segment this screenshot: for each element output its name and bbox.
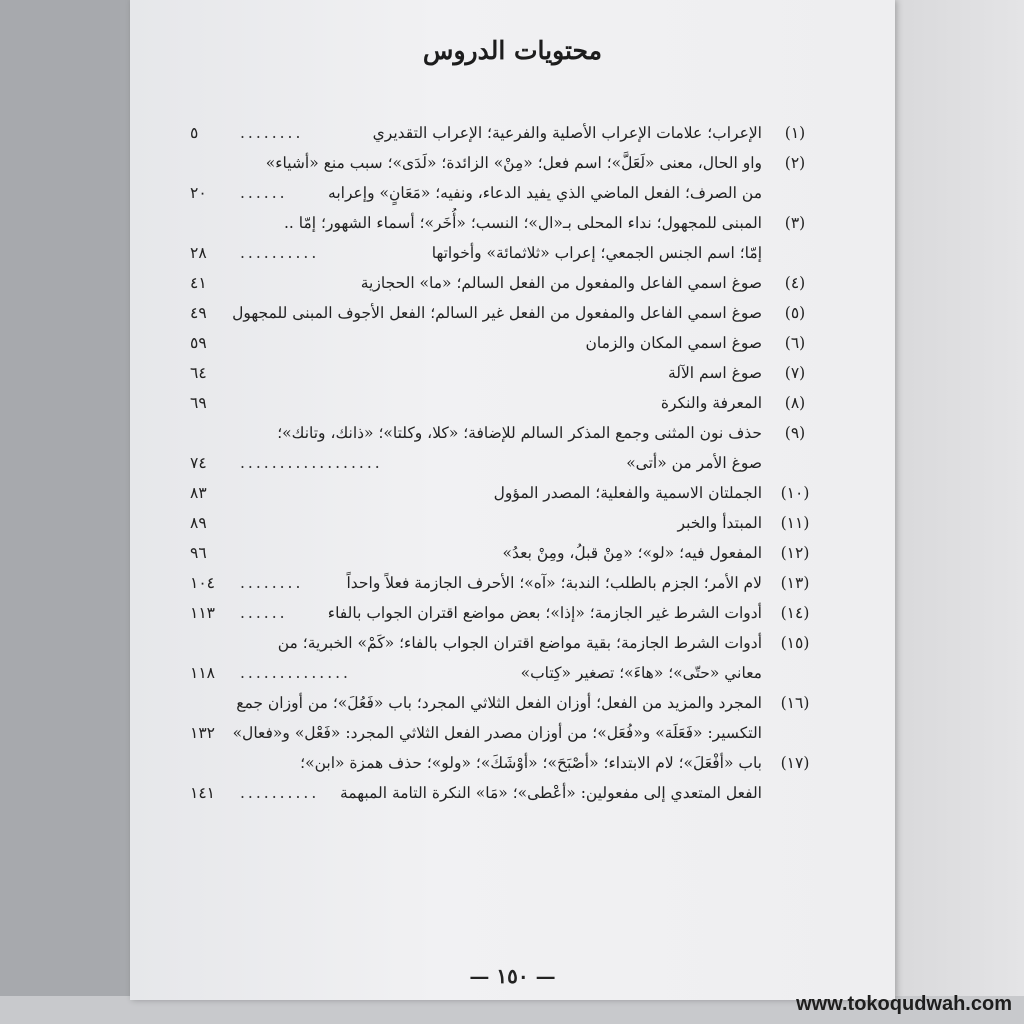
lesson-title: صوغ اسمي الفاعل والمفعول من الفعل غير السالم؛ الفعل الأجوف المبنى للمجهول: [232, 304, 762, 322]
lesson-number: (١١): [780, 514, 810, 532]
lesson-number: (٩): [784, 424, 806, 442]
lesson-number: (١٧): [780, 754, 810, 772]
leader-dots: ......: [240, 184, 288, 202]
toc-line: [190, 148, 820, 178]
page-reference: ٢٠: [190, 184, 207, 202]
page-reference: ٧٤: [190, 454, 207, 472]
toc-line: [190, 658, 820, 688]
lesson-title: معاني «حتّى»؛ «هاءَ»؛ تصغير «كِتاب»: [520, 664, 762, 682]
page-reference: ٨٣: [190, 484, 207, 502]
toc-entry: [190, 568, 820, 598]
toc-entry: [190, 388, 820, 418]
lesson-title: صوغ اسم الآلة: [667, 364, 762, 382]
toc-entry: [190, 508, 820, 538]
toc-entry: [190, 688, 820, 748]
lesson-number: (٣): [784, 214, 806, 232]
toc-entry: [190, 208, 820, 268]
toc-line: [190, 238, 820, 268]
leader-dots: ..................: [240, 454, 383, 472]
toc-line: [190, 478, 820, 508]
lesson-title: أدوات الشرط غير الجازمة؛ «إذا»؛ بعض مواضع اقتران الجواب بالفاء: [327, 604, 762, 622]
lesson-title: الجملتان الاسمية والفعلية؛ المصدر المؤول: [493, 484, 762, 502]
watermark: www.tokoqudwah.com: [796, 993, 1012, 1015]
lesson-title: التكسير: «فَعَلَة» و«فُعَل»؛ من أوزان مصدر الفعل الثلاثي المجرد: «فَعْل» و«فعال»: [232, 724, 762, 742]
lesson-number: (٥): [784, 304, 806, 322]
lesson-title: المبتدأ والخبر: [677, 514, 762, 532]
lesson-title: صوغ الأمر من «أتى»: [626, 454, 762, 472]
page-reference: ٨٩: [190, 514, 207, 532]
lesson-title: إمّا؛ اسم الجنس الجمعي؛ إعراب «ثلاثمائة» وأخواتها: [431, 244, 762, 262]
page-reference: ٦٩: [190, 394, 207, 412]
lesson-number: (٧): [784, 364, 806, 382]
lesson-title: صوغ اسمي الفاعل والمفعول من الفعل السالم؛ «ما» الحجازية: [360, 274, 762, 292]
lesson-number: (٨): [784, 394, 806, 412]
page-reference: ١٠٤: [190, 574, 215, 592]
toc-line: [190, 418, 820, 448]
page-reference: ٤٩: [190, 304, 207, 322]
leader-dots: ..........: [240, 244, 320, 262]
toc-line: [190, 178, 820, 208]
toc-entry: [190, 748, 820, 808]
leader-dots: ........: [240, 574, 304, 592]
toc-entry: [190, 118, 820, 148]
lesson-title: لام الأمر؛ الجزم بالطلب؛ الندبة؛ «آه»؛ الأحرف الجازمة فعلاً واحداً: [346, 574, 762, 592]
toc-entry: [190, 598, 820, 628]
lesson-title: صوغ اسمي المكان والزمان: [585, 334, 762, 352]
page-reference: ١٤١: [190, 784, 215, 802]
page-edge-right: [895, 0, 1024, 1000]
toc-line: [190, 718, 820, 748]
lesson-number: (١٦): [780, 694, 810, 712]
page-reference: ٥٩: [190, 334, 207, 352]
lesson-number: (١٥): [780, 634, 810, 652]
page-reference: ٢٨: [190, 244, 207, 262]
toc-line: [190, 268, 820, 298]
leader-dots: ..........: [240, 784, 320, 802]
page-reference: ١١٨: [190, 664, 215, 682]
background-left: [0, 0, 132, 1024]
toc-entry: [190, 268, 820, 298]
lesson-title: من الصرف؛ الفعل الماضي الذي يفيد الدعاء، ونفيه؛ «مَعَانٍ» وإعرابه: [328, 184, 762, 202]
toc-entry: [190, 328, 820, 358]
toc-entry: [190, 298, 820, 328]
page-reference: ٩٦: [190, 544, 207, 562]
leader-dots: ..............: [240, 664, 351, 682]
toc-line: [190, 778, 820, 808]
page-reference: ٦٤: [190, 364, 207, 382]
page-reference: ٥: [190, 124, 199, 142]
toc-line: [190, 568, 820, 598]
lesson-title: المجرد والمزيد من الفعل؛ أوزان الفعل الثلاثي المجرد؛ باب «فَعُلَ»؛ من أوزان جمع: [236, 694, 762, 712]
toc-line: [190, 298, 820, 328]
toc-line: [190, 208, 820, 238]
lesson-title: واو الحال، معنى «لَعَلَّ»؛ اسم فعل؛ «مِنْ» الزائدة؛ «لَدَى»؛ سبب منع «أشياء»: [265, 154, 762, 172]
lesson-number: (١٠): [780, 484, 810, 502]
toc-entry: [190, 628, 820, 688]
lesson-number: (١): [784, 124, 806, 142]
lesson-title: الفعل المتعدي إلى مفعولين: «أعْطى»؛ «مَا» النكرة التامة المبهمة: [339, 784, 762, 802]
toc-entry: [190, 148, 820, 208]
leader-dots: ........: [240, 124, 304, 142]
lesson-number: (٤): [784, 274, 806, 292]
lesson-number: (١٣): [780, 574, 810, 592]
toc-line: [190, 748, 820, 778]
lesson-title: أدوات الشرط الجازمة؛ بقية مواضع اقتران الجواب بالفاء؛ «كَمْ» الخبرية؛ من: [277, 634, 762, 652]
lesson-title: باب «أفْعَلَ»؛ لام الابتداء؛ «أصْبَحَ»؛ «أوْشَكَ»؛ «ولو»؛ حذف همزة «ابن»؛: [300, 754, 762, 772]
toc-line: [190, 328, 820, 358]
toc-entry: [190, 538, 820, 568]
lesson-title: المفعول فيه؛ «لو»؛ «مِنْ قبلُ، ومِنْ بعدُ»: [502, 544, 762, 562]
toc-line: [190, 598, 820, 628]
page-number: — ١٥٠ —: [469, 964, 556, 988]
page-reference: ١١٣: [190, 604, 215, 622]
lesson-title: المعرفة والنكرة: [660, 394, 762, 412]
lesson-number: (٢): [784, 154, 806, 172]
toc-line: [190, 358, 820, 388]
toc-line: [190, 118, 820, 148]
toc-entry: [190, 478, 820, 508]
toc-line: [190, 448, 820, 478]
toc-line: [190, 388, 820, 418]
toc-line: [190, 508, 820, 538]
lesson-title: المبنى للمجهول؛ نداء المحلى بـ«ال»؛ النسب؛ «أُخَر»؛ أسماء الشهور؛ إمّا ..: [284, 214, 762, 232]
toc-line: [190, 538, 820, 568]
lesson-title: الإعراب؛ علامات الإعراب الأصلية والفرعية؛ الإعراب التقديري: [372, 124, 762, 142]
lesson-number: (٦): [784, 334, 806, 352]
toc-entry: [190, 358, 820, 388]
toc-line: [190, 688, 820, 718]
toc-line: [190, 628, 820, 658]
toc-entry: [190, 418, 820, 478]
lesson-title: حذف نون المثنى وجمع المذكر السالم للإضافة؛ «كلا، وكلتا»؛ «ذانك، وتانك»؛: [277, 424, 762, 442]
lesson-number: (١٢): [780, 544, 810, 562]
page-reference: ١٣٢: [190, 724, 215, 742]
page-reference: ٤١: [190, 274, 207, 292]
page-title: محتويات الدروس: [422, 36, 603, 65]
lesson-number: (١٤): [780, 604, 810, 622]
leader-dots: ......: [240, 604, 288, 622]
